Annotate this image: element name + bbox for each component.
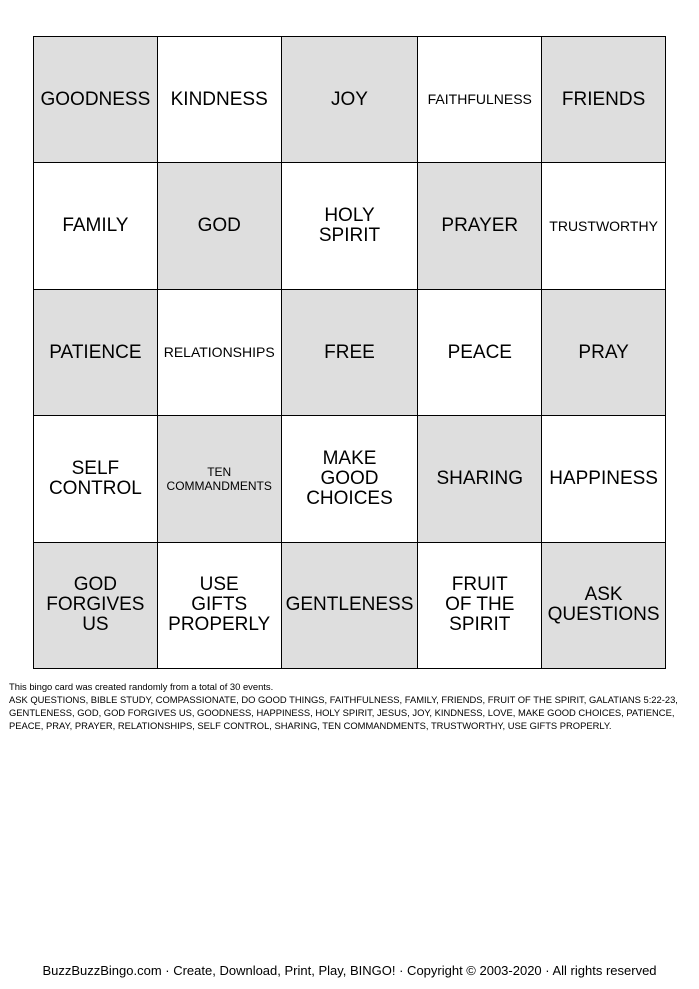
bingo-board (33, 36, 666, 669)
bingo-cell: MAKE GOOD CHOICES (282, 416, 419, 542)
event-info (9, 680, 689, 732)
bingo-cell: PRAY (542, 290, 666, 416)
bingo-cell: GOD FORGIVES US (34, 543, 158, 669)
event-count-note: This bingo card was created randomly from a total of 30 events. (9, 681, 274, 692)
bingo-cell: FRIENDS (542, 37, 666, 163)
bingo-cell: SELF CONTROL (34, 416, 158, 542)
bingo-cell: JOY (282, 37, 419, 163)
bingo-cell: FREE (282, 290, 419, 416)
bingo-cell: FRUIT OF THE SPIRIT (418, 543, 542, 669)
bingo-cell: PRAYER (418, 163, 542, 289)
bingo-cell: PATIENCE (34, 290, 158, 416)
bingo-cell: GOD (158, 163, 282, 289)
bingo-cell: SHARING (418, 416, 542, 542)
event-list: ASK QUESTIONS, BIBLE STUDY, COMPASSIONATE, DO GOOD THINGS, FAITHFULNESS, FAMILY, FRIENDS, FRUIT OF THE SPIRIT, GALATIANS 5:22-23, GENTLENESS, GOD, GOD FORGIVES US, GOODNESS, HAPPINESS, HOLY SPIRIT, JESUS, JOY, KINDNESS, LOVE, MAKE GOOD CHOICES, PATIENCE, PEACE, PRAY, PRAYER, RELATIONSHIPS, SELF CONTROL, SHARING, TEN COMMANDMENTS, TRUSTWORTHY, USE GIFTS PROPERLY. (9, 694, 678, 731)
bingo-cell: RELATIONSHIPS (158, 290, 282, 416)
bingo-cell: USE GIFTS PROPERLY (158, 543, 282, 669)
bingo-cell: FAITHFULNESS (418, 37, 542, 163)
bingo-cell: HOLY SPIRIT (282, 163, 419, 289)
bingo-cell: PEACE (418, 290, 542, 416)
bingo-cell: TRUSTWORTHY (542, 163, 666, 289)
bingo-cell: GENTLENESS (282, 543, 419, 669)
bingo-cell: TEN COMMANDMENTS (158, 416, 282, 542)
bingo-cell: FAMILY (34, 163, 158, 289)
page-footer: BuzzBuzzBingo.com · Create, Download, Print, Play, BINGO! · Copyright © 2003-2020 · All rights reserved (42, 963, 657, 978)
bingo-cell: HAPPINESS (542, 416, 666, 542)
bingo-cell: ASK QUESTIONS (542, 543, 666, 669)
bingo-cell: KINDNESS (158, 37, 282, 163)
bingo-cell: GOODNESS (34, 37, 158, 163)
